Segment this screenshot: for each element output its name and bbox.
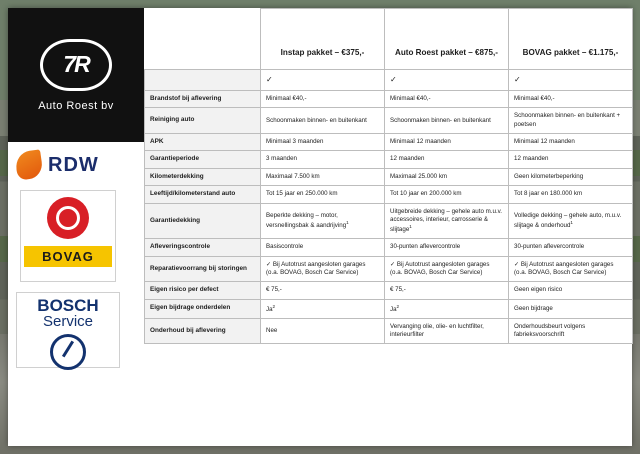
rdw-flame-icon bbox=[14, 149, 44, 180]
row-label: Reparatievoorrang bij storingen bbox=[145, 256, 261, 281]
table-cell: Vervanging olie, olie- en luchtfilter, interieurfilter bbox=[385, 318, 509, 343]
row-label: Garantieperiode bbox=[145, 151, 261, 168]
table-row bbox=[145, 282, 633, 299]
table-cell: Schoonmaken binnen- en buitenkant bbox=[385, 108, 509, 133]
row-label: Kilometerdekking bbox=[145, 168, 261, 185]
row-label-empty bbox=[145, 70, 261, 91]
packages-comparison-table bbox=[144, 8, 633, 344]
auto-roest-monogram: 7R bbox=[40, 39, 112, 91]
rdw-label: RDW bbox=[48, 153, 99, 176]
table-cell: Minimaal 3 maanden bbox=[261, 133, 385, 150]
table-body bbox=[145, 70, 633, 344]
table-cell: Schoonmaken binnen- en buitenkant + poetsen bbox=[509, 108, 633, 133]
table-cell: ✓ Bij Autotrust aangesloten garages (o.a. BOVAG, Bosch Car Service) bbox=[509, 256, 633, 281]
row-label: Brandstof bij aflevering bbox=[145, 91, 261, 108]
logo-column bbox=[8, 8, 144, 446]
table-cell: Maximaal 7.500 km bbox=[261, 168, 385, 185]
table-cell: Tot 15 jaar en 250.000 km bbox=[261, 186, 385, 203]
table-cell: Geen kilometerbeperking bbox=[509, 168, 633, 185]
table-row bbox=[145, 186, 633, 203]
auto-roest-name: Auto Roest bv bbox=[38, 99, 114, 112]
table-cell: 30-punten aflevercontrole bbox=[385, 239, 509, 256]
table-cell: € 75,- bbox=[385, 282, 509, 299]
table-cell: ✓ Bij Autotrust aangesloten garages (o.a. BOVAG, Bosch Car Service) bbox=[261, 256, 385, 281]
row-label: Reiniging auto bbox=[145, 108, 261, 133]
table-row-checkmarks bbox=[145, 70, 633, 91]
table-cell: Minimaal €40,- bbox=[385, 91, 509, 108]
table-cell: Minimaal €40,- bbox=[261, 91, 385, 108]
table-cell: Tot 8 jaar en 180.000 km bbox=[509, 186, 633, 203]
table-cell: ✓ Bij Autotrust aangesloten garages (o.a. BOVAG, Bosch Car Service) bbox=[385, 256, 509, 281]
auto-roest-logo bbox=[8, 8, 144, 142]
bosch-service-label: Service bbox=[42, 313, 94, 330]
table-header-row bbox=[145, 9, 633, 70]
table-row bbox=[145, 299, 633, 318]
header-corner bbox=[145, 9, 261, 70]
table-cell: Volledige dekking – gehele auto, m.u.v. slijtage & onderhoud$^1$ bbox=[509, 203, 633, 239]
checkmark-icon: ✓ bbox=[509, 70, 633, 91]
header-auto-roest-pakket: Auto Roest pakket – €875,- bbox=[385, 9, 509, 70]
packages-table-wrap bbox=[144, 8, 632, 446]
table-row bbox=[145, 256, 633, 281]
table-cell: Geen bijdrage bbox=[509, 299, 633, 318]
table-cell: € 75,- bbox=[261, 282, 385, 299]
bovag-target-icon bbox=[47, 197, 89, 239]
rdw-logo bbox=[16, 148, 136, 182]
checkmark-icon: ✓ bbox=[261, 70, 385, 91]
table-cell: Onderhoudsbeurt volgens fabrieksvoorschrift bbox=[509, 318, 633, 343]
table-row bbox=[145, 133, 633, 150]
table-cell: 30-punten aflevercontrole bbox=[509, 239, 633, 256]
table-row bbox=[145, 91, 633, 108]
row-label: Afleveringscontrole bbox=[145, 239, 261, 256]
table-row bbox=[145, 203, 633, 239]
table-cell: Nee bbox=[261, 318, 385, 343]
bosch-service-logo bbox=[16, 292, 120, 368]
table-row bbox=[145, 318, 633, 343]
table-cell: Geen eigen risico bbox=[509, 282, 633, 299]
row-label: Eigen risico per defect bbox=[145, 282, 261, 299]
table-cell: Tot 10 jaar en 200.000 km bbox=[385, 186, 509, 203]
table-row bbox=[145, 108, 633, 133]
table-cell: 12 maanden bbox=[509, 151, 633, 168]
table-row bbox=[145, 168, 633, 185]
table-cell: 3 maanden bbox=[261, 151, 385, 168]
table-cell: Ja$^2$ bbox=[261, 299, 385, 318]
table-cell: Uitgebreide dekking – gehele auto m.u.v. accessoires, interieur, carrosserie & slijtage$^1$ bbox=[385, 203, 509, 239]
checkmark-icon: ✓ bbox=[385, 70, 509, 91]
table-cell: Ja$^2$ bbox=[385, 299, 509, 318]
bovag-label: BOVAG bbox=[24, 246, 112, 267]
table-cell: Minimaal €40,- bbox=[509, 91, 633, 108]
table-cell: Maximaal 25.000 km bbox=[385, 168, 509, 185]
row-label: APK bbox=[145, 133, 261, 150]
header-bovag-pakket: BOVAG pakket – €1.175,- bbox=[509, 9, 633, 70]
table-cell: Minimaal 12 maanden bbox=[509, 133, 633, 150]
table-cell: Minimaal 12 maanden bbox=[385, 133, 509, 150]
table-cell: 12 maanden bbox=[385, 151, 509, 168]
header-instap-pakket: Instap pakket – €375,- bbox=[261, 9, 385, 70]
row-label: Onderhoud bij aflevering bbox=[145, 318, 261, 343]
row-label: Eigen bijdrage onderdelen bbox=[145, 299, 261, 318]
comparison-sheet bbox=[8, 8, 632, 446]
table-cell: Schoonmaken binnen- en buitenkant bbox=[261, 108, 385, 133]
table-row bbox=[145, 239, 633, 256]
row-label: Garantiedekking bbox=[145, 203, 261, 239]
table-row bbox=[145, 151, 633, 168]
bovag-logo bbox=[20, 190, 116, 282]
bosch-armature-icon bbox=[50, 334, 86, 370]
bosch-label: BOSCH bbox=[37, 296, 99, 315]
table-cell: Basiscontrole bbox=[261, 239, 385, 256]
row-label: Leeftijd/kilometerstand auto bbox=[145, 186, 261, 203]
table-cell: Beperkte dekking – motor, versnellingsbak & aandrijving$^1$ bbox=[261, 203, 385, 239]
